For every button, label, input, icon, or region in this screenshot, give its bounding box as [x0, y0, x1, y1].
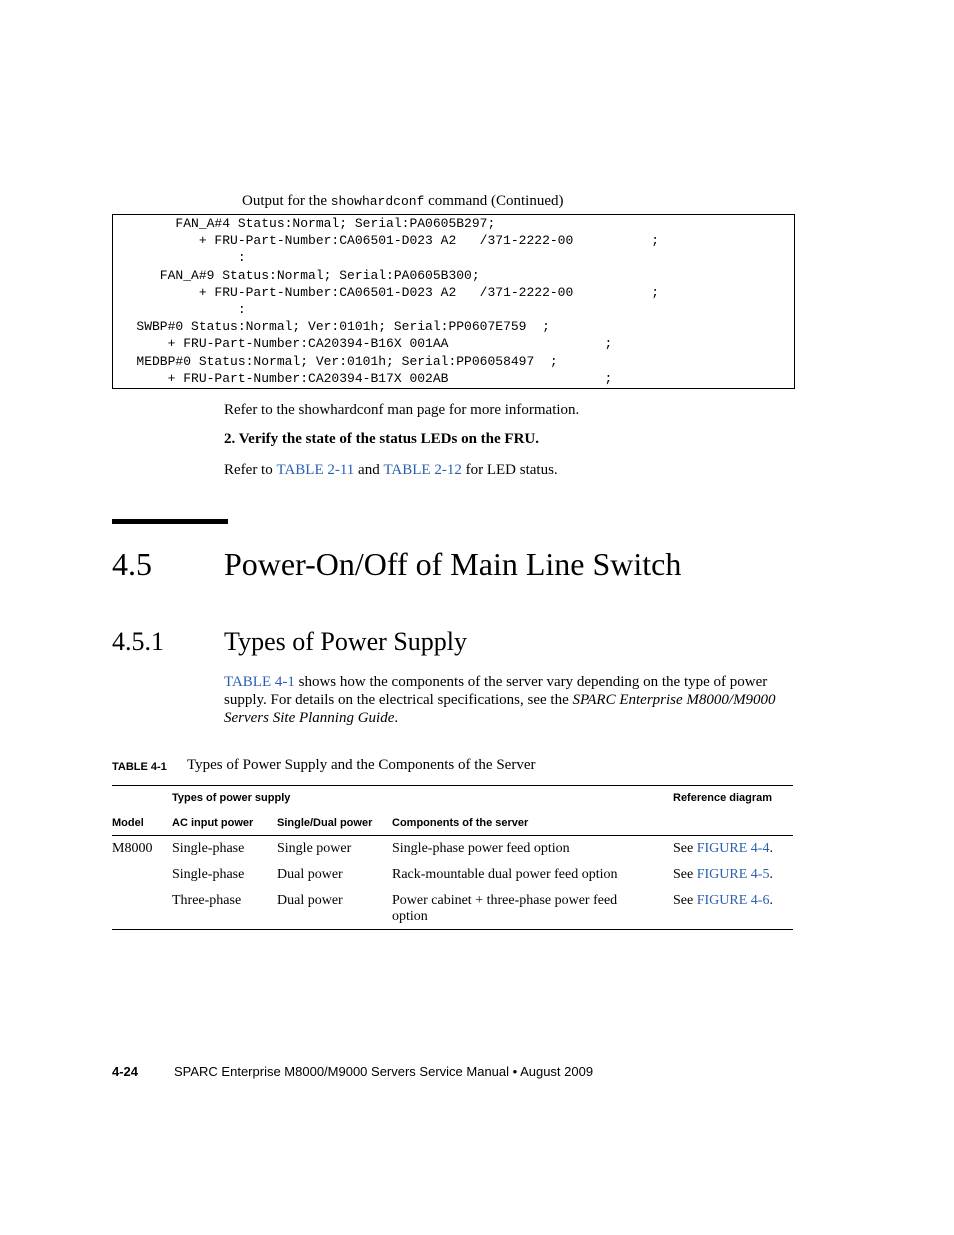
link-table-4-1[interactable]: TABLE 4-1: [224, 674, 295, 690]
subsection-number: 4.5.1: [112, 627, 164, 656]
header-reference-diagram: Reference diagram: [673, 792, 773, 804]
intro-paragraph: TABLE 4-1 shows how the components of the server vary depending on the type of power supply. For details on the electrical specifications, see the SPARC Enterprise M8000/M9000 Servers Site Planning Guide.: [224, 674, 776, 726]
link-table-2-11[interactable]: TABLE 2-11: [276, 462, 355, 478]
section-number: 4.5: [112, 546, 152, 582]
section-title: Power-On/Off of Main Line Switch: [224, 546, 682, 582]
cell-components: Power cabinet + three-phase power feed option: [392, 893, 618, 924]
cell-single-dual: Dual power: [277, 867, 343, 882]
header-single-dual-power: Single/Dual power: [277, 817, 373, 829]
cell-reference: See FIGURE 4-4.: [673, 841, 773, 856]
table-label: TABLE 4-1: [112, 761, 167, 773]
table-header-rule: [112, 835, 793, 836]
cell-single-dual: Dual power: [277, 893, 343, 908]
header-components: Components of the server: [392, 817, 529, 829]
code-output-box: [112, 214, 795, 389]
footer-text: SPARC Enterprise M8000/M9000 Servers Service Manual • August 2009: [174, 1064, 594, 1079]
link-table-2-12[interactable]: TABLE 2-12: [383, 462, 462, 478]
link-figure-4-6[interactable]: FIGURE 4-6: [696, 893, 770, 908]
page-number: 4-24: [112, 1064, 139, 1079]
cell-single-dual: Single power: [277, 841, 352, 856]
link-figure-4-5[interactable]: FIGURE 4-5: [696, 867, 770, 882]
table-top-rule: [112, 785, 793, 786]
cell-ac-input: Single-phase: [172, 841, 245, 856]
table-bottom-rule: [112, 929, 793, 930]
link-figure-4-4[interactable]: FIGURE 4-4: [696, 841, 770, 856]
header-types-of-power-supply: Types of power supply: [172, 792, 291, 804]
table-title: Types of Power Supply and the Components of the Server: [187, 757, 536, 773]
cell-ac-input: Single-phase: [172, 867, 245, 882]
code-caption: Output for the showhardconf command (Continued): [242, 193, 564, 209]
cell-model: M8000: [112, 841, 153, 856]
section-rule: [112, 519, 228, 524]
cell-components: Single-phase power feed option: [392, 841, 570, 856]
cell-components: Rack-mountable dual power feed option: [392, 867, 618, 882]
command-name: showhardconf: [330, 194, 425, 209]
cell-reference: See FIGURE 4-6.: [673, 893, 773, 908]
subsection-title: Types of Power Supply: [224, 627, 468, 656]
refer-man-paragraph: Refer to the showhardconf man page for more information.: [224, 402, 580, 418]
cell-reference: See FIGURE 4-5.: [673, 867, 773, 882]
header-ac-input-power: AC input power: [172, 817, 254, 829]
code-output: FAN_A#4 Status:Normal; Serial:PA0605B297; + FRU-Part-Number:CA06501-D023 A2 /371-2222-00 ; : FAN_A#9 Status:Normal; Serial:PA0605B300; + FRU-Part-Number:CA06501-D023 A2 /371-2222-00 ; : SWBP#0 Status:Normal; Ver:0101h; Serial:PP0607E759 ; + FRU-Part-Number:CA20394-B16X 001AA ; MEDBP#0 Status:Normal; Ver:0101h; Serial:PP06058497 ; + FRU-Part-Number:CA20394-B17X 002AB ;: [136, 216, 660, 386]
cell-ac-input: Three-phase: [172, 893, 242, 908]
step-2: 2. Verify the state of the status LEDs on the FRU.: [224, 431, 539, 447]
refer-led-paragraph: Refer to TABLE 2-11 and TABLE 2-12 for LED status.: [224, 462, 558, 478]
header-model: Model: [112, 817, 144, 829]
